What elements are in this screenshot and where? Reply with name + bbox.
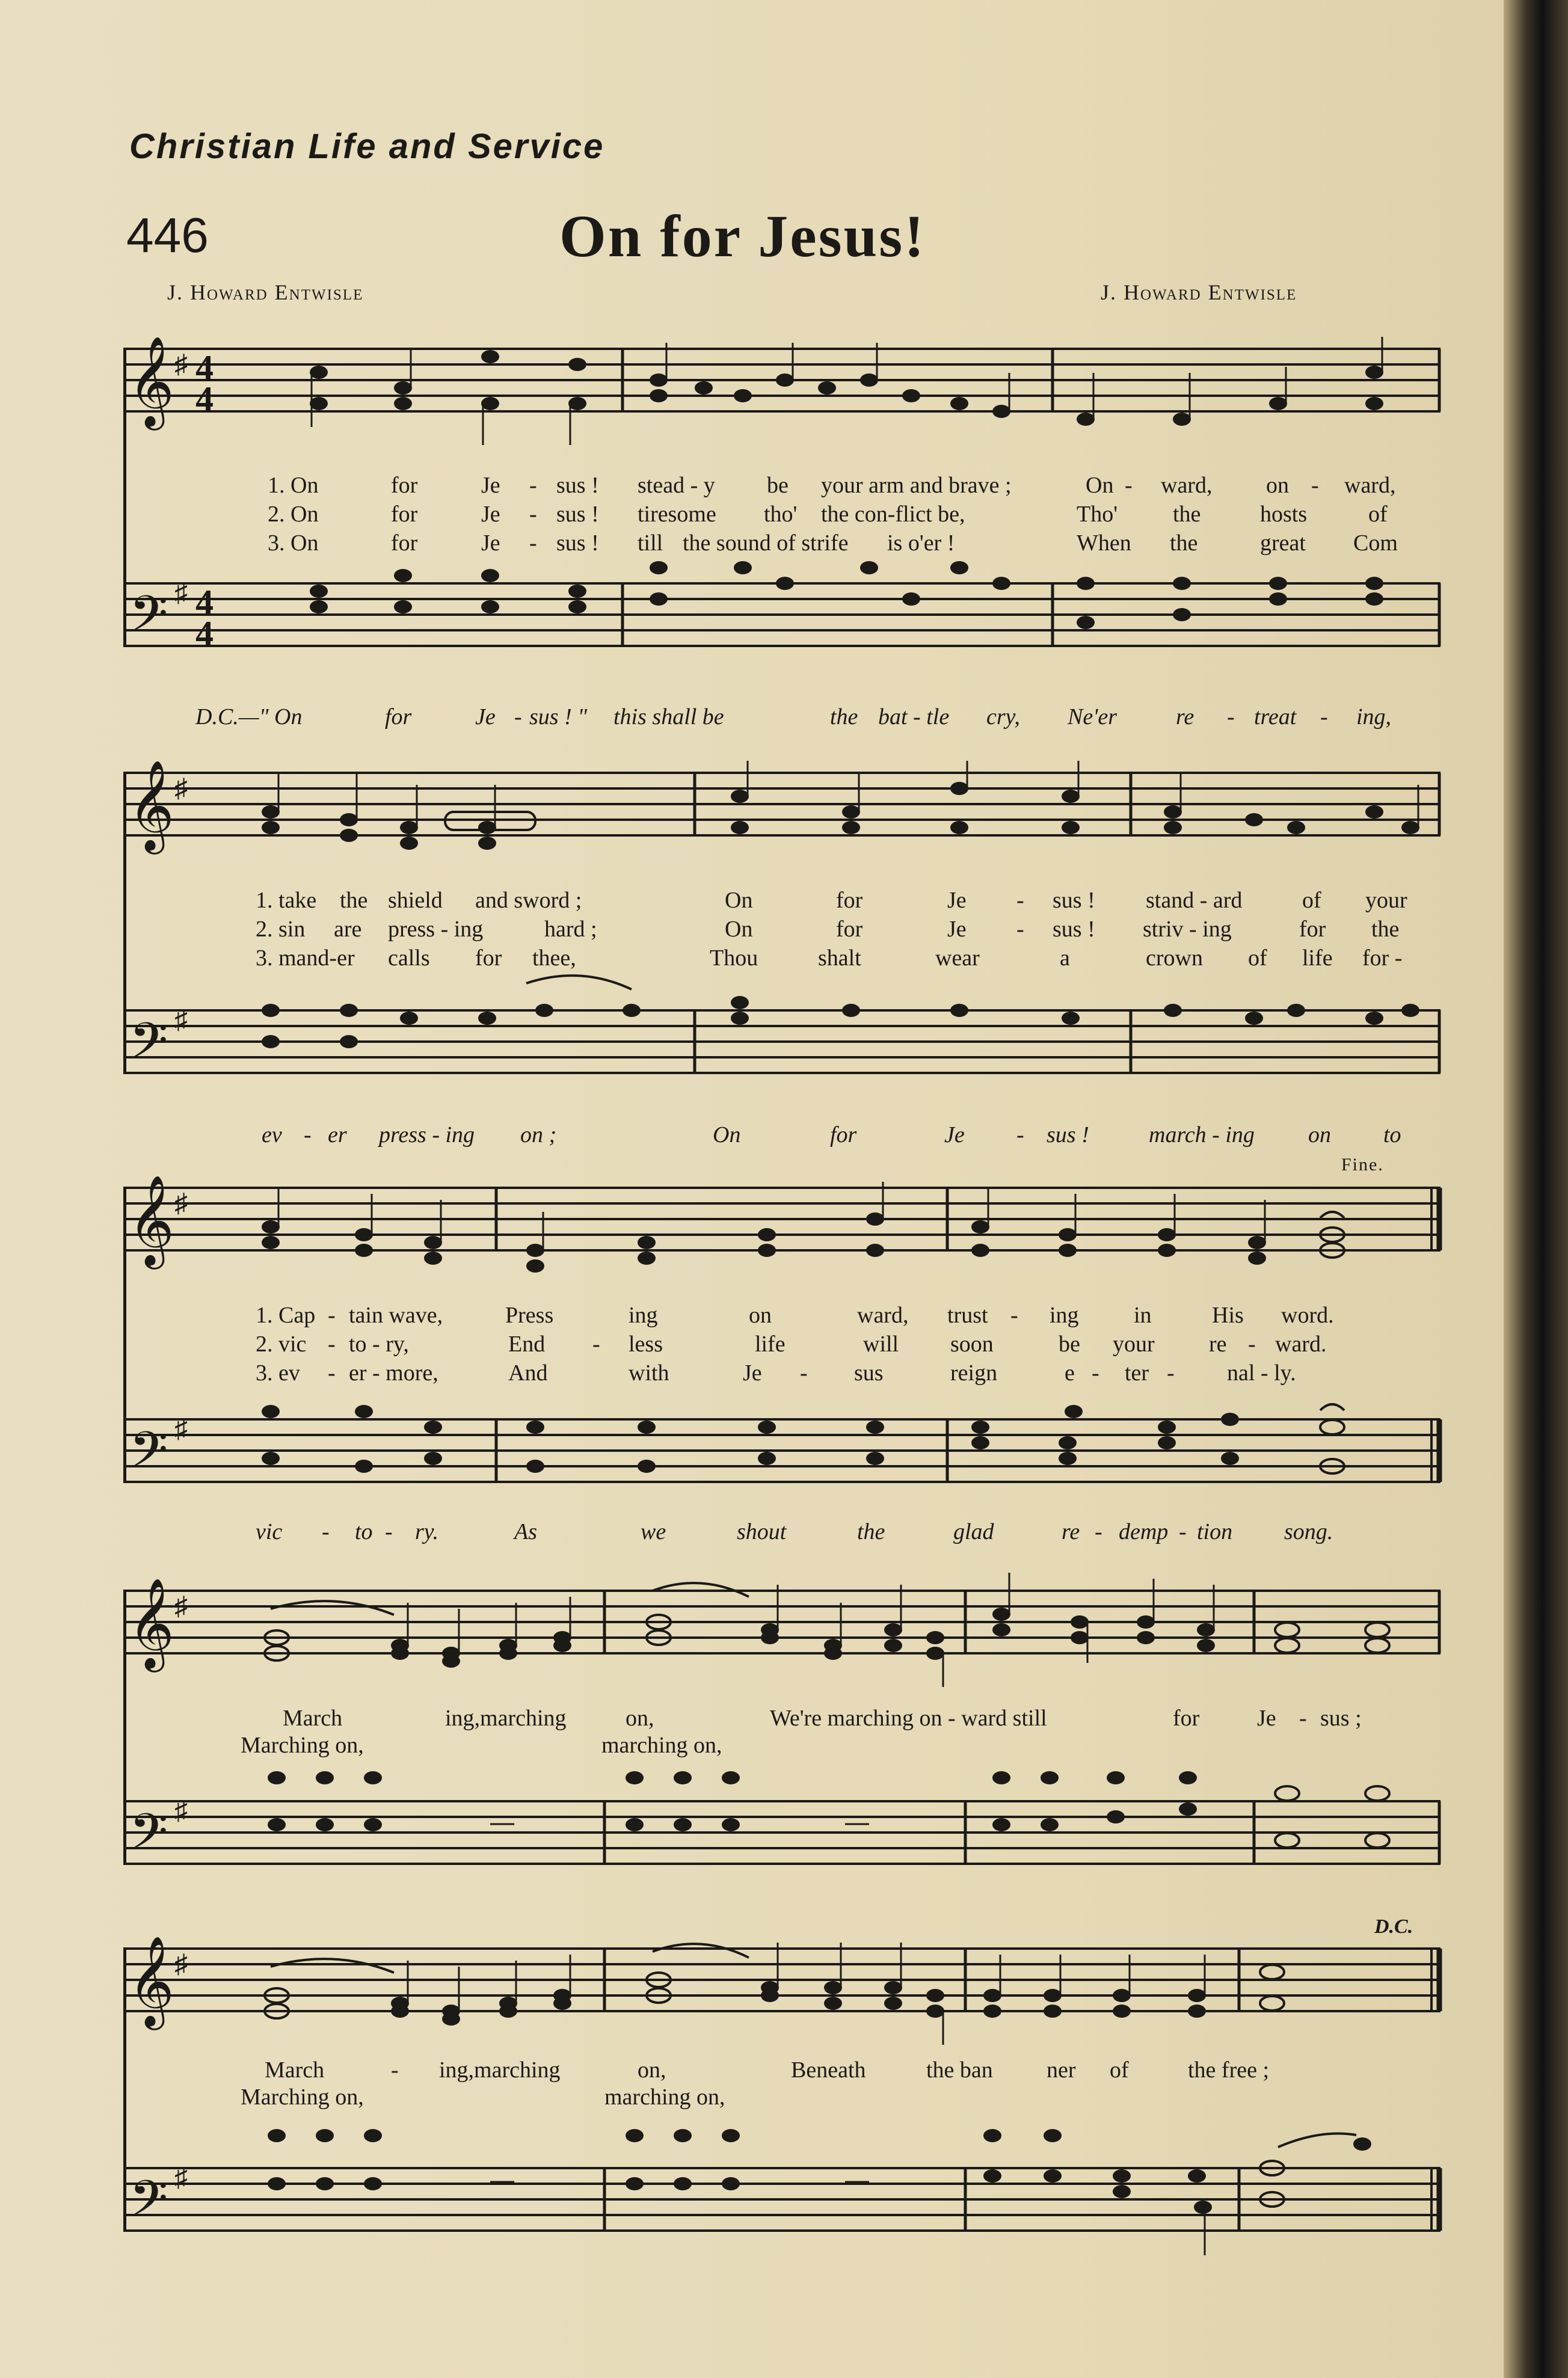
s5-upper-g: ner — [1047, 2057, 1076, 2083]
s3-verse3-f: Je — [743, 1360, 762, 1386]
s3-verse1-f: on — [749, 1303, 772, 1328]
s3-verse3-e: with — [629, 1360, 669, 1386]
s3-verse3-a: 3. ev — [256, 1360, 300, 1386]
s1-verse1-m: - — [1311, 473, 1319, 498]
s2-verse2-l: the — [1371, 917, 1400, 942]
svg-text:4: 4 — [195, 614, 214, 654]
s1-dc-f: this shall be — [613, 704, 724, 730]
svg-text:♯: ♯ — [174, 1949, 188, 1979]
s2-verse3-f: shalt — [818, 945, 861, 971]
s1-dc-n: - — [1320, 704, 1328, 730]
s4-upper-c: on, — [626, 1706, 654, 1731]
s3-dc-h: shout — [737, 1519, 787, 1544]
s3-verse1-l: His — [1212, 1303, 1244, 1328]
s3-dc-o: tion — [1197, 1519, 1233, 1544]
s3-verse2-c: to - ry, — [349, 1332, 409, 1357]
s2-verse2-f: for — [836, 917, 863, 942]
s2-dc-f: On — [713, 1122, 741, 1148]
s3-dc-p: song. — [1284, 1519, 1333, 1544]
s1-verse1-a: 1. On — [268, 473, 319, 498]
s1-verse3-c: Je — [481, 530, 500, 556]
s3-verse1-j: ing — [1050, 1303, 1079, 1328]
s5-upper-b: - — [391, 2057, 399, 2083]
svg-text:4: 4 — [195, 583, 214, 622]
s2-verse2-g: Je — [947, 917, 967, 942]
s2-dc-d: press - ing — [379, 1122, 475, 1148]
s1-dc-l: - — [1227, 704, 1235, 730]
s2-verse2-d: hard ; — [544, 917, 597, 942]
svg-text:𝄢: 𝄢 — [129, 1421, 168, 1491]
s1-verse2-e: sus ! — [556, 502, 599, 527]
s1-dc-h: bat - tle — [878, 704, 950, 730]
s3-verse1-a: 1. Cap — [256, 1303, 316, 1328]
s1-verse2-j: the — [1173, 502, 1201, 527]
s1-verse1-g: be — [767, 473, 789, 498]
book-binding — [1504, 0, 1568, 2378]
s3-dc-a: vic — [256, 1519, 283, 1544]
s1-dc-d: - — [514, 704, 522, 730]
s3-verse2-k: your — [1113, 1332, 1155, 1357]
s1-verse3-e: sus ! — [556, 530, 599, 556]
s3-verse2-g: life — [755, 1332, 786, 1357]
s2-dc-j: sus ! — [1047, 1122, 1089, 1148]
s3-verse1-k: in — [1134, 1303, 1152, 1328]
s2-dc-g: for — [830, 1122, 857, 1148]
s2-verse1-g: Je — [947, 888, 967, 913]
s4-upper-b: ing,marching — [445, 1706, 567, 1731]
s1-dc-m: treat — [1254, 704, 1297, 730]
s3-verse2-i: soon — [950, 1332, 994, 1357]
s1-verse1-e: sus ! — [556, 473, 599, 498]
s2-verse2-e: On — [725, 917, 753, 942]
hymn-title: On for Jesus! — [559, 203, 926, 269]
s3-dc-l: - — [1095, 1519, 1102, 1544]
s2-verse3-l: for - — [1362, 945, 1403, 971]
s2-verse3-a: 3. mand-er — [256, 945, 355, 971]
s4-lower-b: marching on, — [601, 1733, 722, 1758]
s1-verse2-c: Je — [481, 502, 500, 527]
music-credit: J. Howard Entwisle — [1101, 280, 1297, 304]
svg-text:𝄞: 𝄞 — [128, 1577, 174, 1668]
svg-text:♯: ♯ — [174, 1188, 188, 1218]
s1-dc-g: the — [830, 704, 858, 730]
s3-verse3-b: - — [328, 1360, 336, 1386]
s4-lower-a: Marching on, — [241, 1733, 364, 1758]
s4-upper-d: We're marching on - ward still — [770, 1706, 1047, 1731]
s2-dc-i: - — [1016, 1122, 1024, 1148]
s2-verse3-e: Thou — [710, 945, 758, 971]
svg-text:𝄢: 𝄢 — [129, 585, 168, 655]
s2-verse3-j: of — [1248, 945, 1267, 971]
s3-verse1-h: trust — [947, 1303, 988, 1328]
s1-verse2-a: 2. On — [268, 502, 319, 527]
svg-text:♯: ♯ — [174, 578, 188, 607]
s3-verse1-c: tain wave, — [349, 1303, 443, 1328]
s1-verse1-f: stead - y — [638, 473, 715, 498]
s5-upper-d: on, — [638, 2057, 666, 2083]
s1-verse2-b: for — [391, 502, 418, 527]
s3-dc-i: the — [857, 1519, 885, 1544]
s1-verse1-k: ward, — [1161, 473, 1213, 498]
s3-dc-e: ry. — [415, 1519, 439, 1544]
s3-verse3-d: And — [508, 1360, 548, 1386]
s5-lower-b: marching on, — [604, 2085, 725, 2110]
s1-verse3-i: When — [1077, 530, 1131, 556]
s3-dc-m: demp — [1119, 1519, 1169, 1544]
s4-upper-e: for — [1173, 1706, 1200, 1731]
s1-dc-j: Ne'er — [1068, 704, 1117, 730]
s1-dc-e: sus ! " — [529, 704, 588, 730]
s2-verse1-e: On — [725, 888, 753, 913]
s1-verse1-l: on — [1266, 473, 1289, 498]
s3-dc-f: As — [514, 1519, 537, 1544]
s2-verse1-h: - — [1016, 888, 1024, 913]
s2-verse1-c: shield — [388, 888, 443, 913]
s4-upper-f: Je — [1257, 1706, 1276, 1731]
s1-verse1-i: On — [1086, 473, 1114, 498]
words-credit: J. Howard Entwisle — [167, 280, 364, 304]
section-heading: Christian Life and Service — [129, 127, 605, 166]
s2-verse3-b: calls — [388, 945, 430, 971]
s1-verse2-h: the con-flict be, — [821, 502, 965, 527]
s3-verse1-b: - — [328, 1303, 336, 1328]
s1-verse3-h: is o'er ! — [887, 530, 955, 556]
s2-verse3-d: thee, — [532, 945, 576, 971]
s3-verse1-m: word. — [1281, 1303, 1334, 1328]
s5-upper-e: Beneath — [791, 2057, 866, 2083]
s1-verse3-a: 3. On — [268, 530, 319, 556]
s3-verse1-i: - — [1010, 1303, 1018, 1328]
s2-verse3-i: crown — [1146, 945, 1203, 971]
s1-dc-o: ing, — [1356, 704, 1392, 730]
s2-dc-b: - — [304, 1122, 312, 1148]
s1-verse3-b: for — [391, 530, 418, 556]
s3-verse2-a: 2. vic — [256, 1332, 307, 1357]
s5-upper-h: of — [1110, 2057, 1129, 2083]
s2-dc-m: to — [1383, 1122, 1401, 1148]
fine-marking: Fine. — [1341, 1155, 1384, 1175]
s3-dc-b: - — [322, 1519, 330, 1544]
s3-verse2-n: ward. — [1275, 1332, 1327, 1357]
s1-verse3-j: the — [1170, 530, 1198, 556]
s3-verse3-i: reign — [950, 1360, 998, 1386]
s1-dc-k: re — [1176, 704, 1194, 730]
s3-verse2-e: - — [592, 1332, 600, 1357]
s3-dc-d: - — [385, 1519, 393, 1544]
svg-text:♯: ♯ — [174, 2163, 188, 2192]
s5-lower-a: Marching on, — [241, 2085, 364, 2110]
s3-verse1-e: ing — [629, 1303, 658, 1328]
s4-upper-h: sus ; — [1320, 1706, 1362, 1731]
s5-upper-i: the free ; — [1188, 2057, 1270, 2083]
s1-verse3-l: Com — [1353, 530, 1398, 556]
s2-verse2-c: press - ing — [388, 917, 484, 942]
s1-verse3-f: till — [638, 530, 663, 556]
s1-verse2-f: tiresome — [638, 502, 716, 527]
system-2-music — [123, 761, 1447, 1122]
s3-dc-n: - — [1179, 1519, 1187, 1544]
s2-verse2-i: sus ! — [1053, 917, 1095, 942]
s3-verse2-l: re — [1209, 1332, 1227, 1357]
s5-upper-f: the ban — [926, 2057, 993, 2083]
s5-upper-c: ing,marching — [439, 2057, 561, 2083]
s3-verse2-b: - — [328, 1332, 336, 1357]
s2-verse1-a: 1. take — [256, 888, 317, 913]
s2-verse1-l: your — [1365, 888, 1407, 913]
svg-text:𝄞: 𝄞 — [128, 761, 174, 850]
s3-dc-g: we — [641, 1519, 666, 1544]
s1-verse1-d: - — [529, 473, 537, 498]
s2-verse2-a: 2. sin — [256, 917, 306, 942]
s2-verse1-b: the — [340, 888, 368, 913]
s1-verse3-k: great — [1260, 530, 1306, 556]
s1-verse1-c: Je — [481, 473, 500, 498]
hymn-number: 446 — [126, 208, 209, 263]
s3-verse3-n: nal - ly. — [1227, 1360, 1296, 1386]
s2-dc-c: er — [328, 1122, 347, 1148]
s3-dc-k: re — [1062, 1519, 1080, 1544]
s1-dc-c: Je — [475, 704, 496, 730]
s2-verse2-b: are — [334, 917, 362, 942]
s3-verse3-g: - — [800, 1360, 808, 1386]
s1-verse2-i: Tho' — [1077, 502, 1118, 527]
svg-text:𝄞: 𝄞 — [128, 1935, 174, 2026]
s3-verse3-l: ter — [1125, 1360, 1149, 1386]
s2-verse3-c: for — [475, 945, 502, 971]
s2-dc-k: march - ing — [1149, 1122, 1255, 1148]
s1-verse2-d: - — [529, 502, 537, 527]
s4-upper-a: March — [283, 1706, 343, 1731]
s3-dc-c: to — [355, 1519, 373, 1544]
s1-verse3-g: the sound of strife — [683, 530, 849, 556]
svg-text:♯: ♯ — [174, 1796, 188, 1825]
s3-verse2-f: less — [629, 1332, 663, 1357]
s2-verse1-k: of — [1302, 888, 1321, 913]
s3-verse3-c: er - more, — [349, 1360, 438, 1386]
s2-verse1-i: sus ! — [1053, 888, 1095, 913]
s2-verse3-g: wear — [935, 945, 980, 971]
svg-text:𝄢: 𝄢 — [129, 2169, 168, 2240]
s1-verse2-k: hosts — [1260, 502, 1308, 527]
s4-upper-g: - — [1299, 1706, 1307, 1731]
s3-verse3-h: sus — [854, 1360, 884, 1386]
dc-marking: D.C. — [1374, 1916, 1413, 1938]
s3-verse2-m: - — [1248, 1332, 1256, 1357]
s3-verse3-k: - — [1092, 1360, 1099, 1386]
svg-text:4: 4 — [195, 348, 214, 388]
s1-verse1-b: for — [391, 473, 418, 498]
s1-verse1-n: ward, — [1344, 473, 1396, 498]
s1-verse2-g: tho' — [764, 502, 798, 527]
s2-verse2-j: striv - ing — [1143, 917, 1232, 942]
svg-text:♯: ♯ — [174, 1591, 188, 1621]
s2-dc-a: ev — [262, 1122, 282, 1148]
s2-verse2-k: for — [1299, 917, 1326, 942]
s1-dc-i: cry, — [986, 704, 1020, 730]
s3-verse2-d: End — [508, 1332, 546, 1357]
svg-text:♯: ♯ — [174, 1414, 188, 1443]
s5-upper-a: March — [265, 2057, 325, 2083]
s1-verse1-j: - — [1125, 473, 1133, 498]
s2-verse3-k: life — [1302, 945, 1333, 971]
s1-verse2-l: of — [1368, 502, 1388, 527]
s1-dc-b: for — [385, 704, 412, 730]
s2-dc-e: on ; — [520, 1122, 557, 1148]
s3-verse1-g: ward, — [857, 1303, 909, 1328]
svg-text:♯: ♯ — [174, 773, 188, 803]
svg-text:𝄞: 𝄞 — [128, 337, 174, 426]
s3-verse2-h: will — [863, 1332, 899, 1357]
s3-verse3-m: - — [1167, 1360, 1175, 1386]
s3-dc-j: glad — [953, 1519, 994, 1544]
s2-verse2-h: - — [1016, 917, 1024, 942]
svg-text:4: 4 — [195, 379, 214, 419]
svg-text:♯: ♯ — [174, 1005, 188, 1034]
s1-dc-a: D.C.—" On — [195, 704, 303, 730]
s3-verse3-j: e — [1065, 1360, 1075, 1386]
s2-verse1-f: for — [836, 888, 863, 913]
svg-text:𝄢: 𝄢 — [129, 1802, 168, 1873]
svg-text:𝄢: 𝄢 — [129, 1012, 168, 1082]
s2-verse1-d: and sword ; — [475, 888, 582, 913]
s3-verse1-d: Press — [505, 1303, 554, 1328]
s1-verse1-h: your arm and brave ; — [821, 473, 1012, 498]
s1-verse3-d: - — [529, 530, 537, 556]
svg-text:♯: ♯ — [174, 349, 188, 379]
s2-verse1-j: stand - ard — [1146, 888, 1243, 913]
s3-verse2-j: be — [1059, 1332, 1080, 1357]
svg-text:𝄞: 𝄞 — [128, 1176, 174, 1265]
s2-verse3-h: a — [1060, 945, 1070, 971]
s2-dc-l: on — [1308, 1122, 1331, 1148]
s2-dc-h: Je — [944, 1122, 965, 1148]
